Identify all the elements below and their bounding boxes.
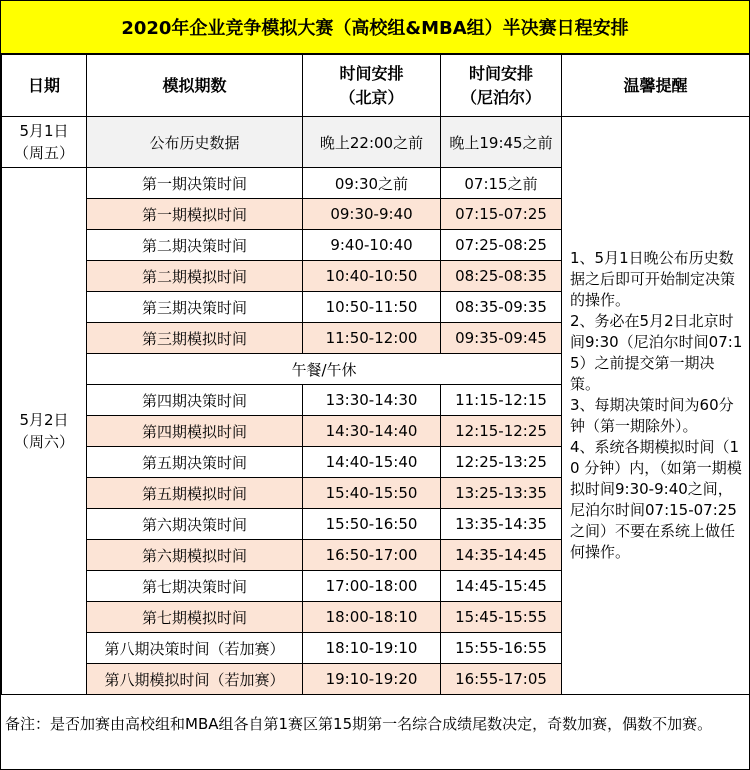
period-label: 第七期模拟时间 [87, 602, 303, 633]
time-nepal: 08:25-08:35 [441, 261, 562, 292]
date-cell-may2 [2, 168, 87, 695]
tips-cell [562, 117, 750, 695]
time-beijing: 11:50-12:00 [303, 323, 441, 354]
tip-2: 2、务必在5月2日北京时间9:30（尼泊尔时间07:15）之前提交第一期决策。 [570, 312, 743, 393]
date-may1-line2: （周五） [13, 144, 74, 162]
time-nepal: 14:45-15:45 [441, 571, 562, 602]
time-nepal: 09:35-09:45 [441, 323, 562, 354]
period-label: 公布历史数据 [87, 117, 303, 168]
time-beijing: 18:10-19:10 [303, 633, 441, 664]
time-nepal: 15:55-16:55 [441, 633, 562, 664]
time-nepal: 07:25-08:25 [441, 230, 562, 261]
time-beijing: 16:50-17:00 [303, 540, 441, 571]
period-label: 第八期决策时间（若加赛） [87, 633, 303, 664]
tip-3: 3、每期决策时间为60分钟（第一期除外）。 [570, 396, 734, 435]
header-time-nepal [441, 55, 562, 117]
period-label: 第七期决策时间 [87, 571, 303, 602]
time-nepal: 08:35-09:35 [441, 292, 562, 323]
date-may2-line2: （周六） [13, 433, 74, 451]
tip-1: 1、5月1日晚公布历史数据之后即可开始制定决策的操作。 [570, 249, 736, 309]
time-nepal: 13:25-13:35 [441, 478, 562, 509]
time-beijing: 19:10-19:20 [303, 664, 441, 695]
period-label: 第八期模拟时间（若加赛） [87, 664, 303, 695]
time-nepal: 12:25-13:25 [441, 447, 562, 478]
header-time-nepal-line1: 时间安排 [468, 63, 533, 83]
time-nepal: 16:55-17:05 [441, 664, 562, 695]
period-label: 第六期决策时间 [87, 509, 303, 540]
time-beijing: 15:40-15:50 [303, 478, 441, 509]
date-may1-line1: 5月1日 [19, 122, 69, 140]
period-label: 第五期决策时间 [87, 447, 303, 478]
table-row [2, 117, 750, 168]
header-tips: 温馨提醒 [562, 55, 750, 117]
header-row [2, 55, 750, 117]
time-beijing: 15:50-16:50 [303, 509, 441, 540]
header-period: 模拟期数 [87, 55, 303, 117]
time-nepal: 13:35-14:35 [441, 509, 562, 540]
period-label: 第五期模拟时间 [87, 478, 303, 509]
header-time-nepal-line2: （尼泊尔） [460, 87, 541, 107]
time-beijing: 17:00-18:00 [303, 571, 441, 602]
schedule-table [1, 54, 750, 695]
time-beijing: 10:40-10:50 [303, 261, 441, 292]
footnote: 备注：是否加赛由高校组和MBA组各自第1赛区第15期第一名综合成绩尾数决定，奇数加赛，偶数不加赛。 [5, 715, 713, 733]
period-label: 第四期决策时间 [87, 385, 303, 416]
time-beijing: 晚上22:00之前 [303, 117, 441, 168]
time-nepal: 15:45-15:55 [441, 602, 562, 633]
time-nepal: 11:15-12:15 [441, 385, 562, 416]
date-cell-may1 [2, 117, 87, 168]
period-label: 第二期决策时间 [87, 230, 303, 261]
time-beijing: 13:30-14:30 [303, 385, 441, 416]
time-nepal: 晚上19:45之前 [441, 117, 562, 168]
time-beijing: 09:30-9:40 [303, 199, 441, 230]
time-beijing: 14:40-15:40 [303, 447, 441, 478]
period-label: 第六期模拟时间 [87, 540, 303, 571]
header-time-beijing [303, 55, 441, 117]
period-label: 第四期模拟时间 [87, 416, 303, 447]
period-label: 第三期模拟时间 [87, 323, 303, 354]
time-beijing: 14:30-14:40 [303, 416, 441, 447]
header-time-beijing-line1: 时间安排 [339, 63, 404, 83]
time-beijing: 09:30之前 [303, 168, 441, 199]
time-nepal: 07:15之前 [441, 168, 562, 199]
period-label: 第二期模拟时间 [87, 261, 303, 292]
time-beijing: 18:00-18:10 [303, 602, 441, 633]
lunch-break: 午餐/午休 [87, 354, 562, 385]
page-title: 2020年企业竞争模拟大赛（高校组&MBA组）半决赛日程安排 [1, 1, 749, 54]
date-may2-line1: 5月2日 [19, 411, 69, 429]
time-nepal: 14:35-14:45 [441, 540, 562, 571]
header-date: 日期 [2, 55, 87, 117]
tip-4: 4、系统各期模拟时间（10 分钟）内，（如第一期模拟时间9:30-9:40之间，尼泊尔时间07:15-07:25之间）不要在系统上做任何操作。 [570, 438, 742, 561]
header-time-beijing-line2: （北京） [339, 87, 404, 107]
period-label: 第一期决策时间 [87, 168, 303, 199]
time-beijing: 10:50-11:50 [303, 292, 441, 323]
period-label: 第三期决策时间 [87, 292, 303, 323]
time-beijing: 9:40-10:40 [303, 230, 441, 261]
time-nepal: 07:15-07:25 [441, 199, 562, 230]
period-label: 第一期模拟时间 [87, 199, 303, 230]
time-nepal: 12:15-12:25 [441, 416, 562, 447]
